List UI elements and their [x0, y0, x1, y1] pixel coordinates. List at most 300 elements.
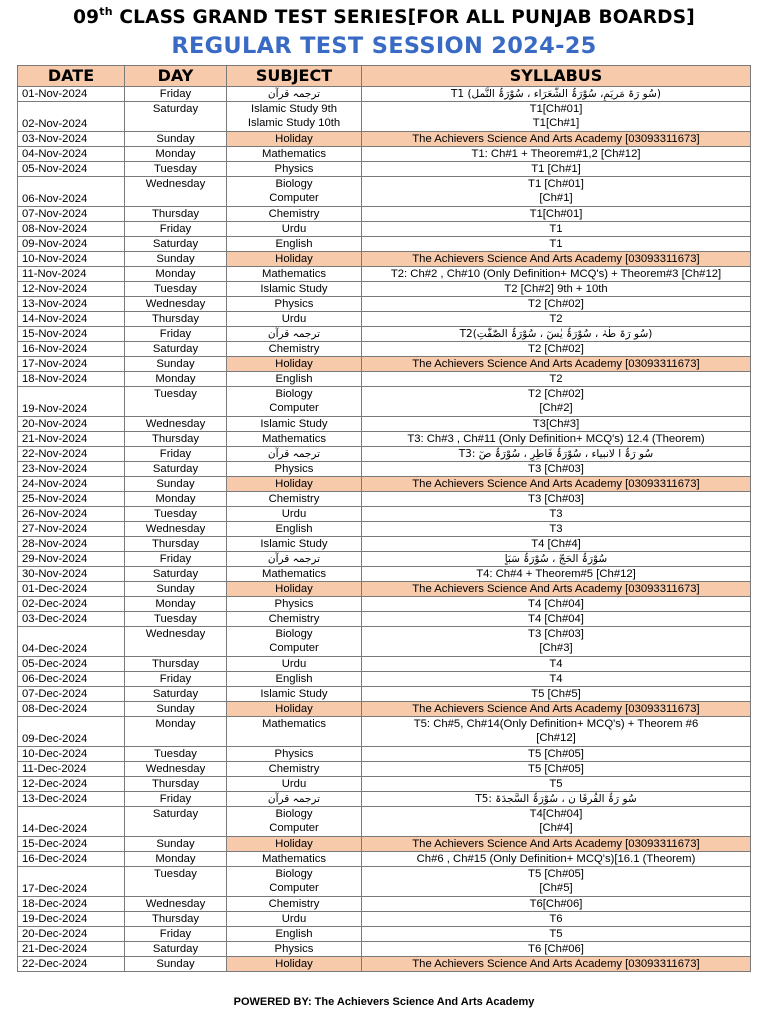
day-cell: Friday [125, 927, 227, 942]
subject-cell [227, 282, 362, 297]
syllabus-line: T5 [Ch#05] [528, 748, 584, 760]
subject-line: English [275, 928, 313, 940]
table-row-holiday [18, 837, 751, 852]
date-cell: 16-Dec-2024 [18, 852, 125, 867]
syllabus-cell [362, 147, 751, 162]
syllabus-line: The Achievers Science And Arts Academy [03093311673] [412, 958, 700, 970]
date-cell: 01-Nov-2024 [18, 87, 125, 102]
syllabus-line: T3 [549, 523, 563, 535]
subject-line: Holiday [275, 838, 313, 850]
subject-line: English [275, 673, 313, 685]
subject-line: ترجمہ قرآن [267, 553, 321, 565]
date-cell: 03-Nov-2024 [18, 132, 125, 147]
table-row [18, 942, 751, 957]
subject-cell [227, 297, 362, 312]
subject-line: ترجمہ قرآن [267, 793, 321, 805]
syllabus-cell [362, 612, 751, 627]
table-row [18, 312, 751, 327]
syllabus-cell [362, 567, 751, 582]
date-cell: 19-Dec-2024 [18, 912, 125, 927]
syllabus-cell [362, 747, 751, 762]
subject-cell [227, 687, 362, 702]
subject-line: Mathematics [261, 433, 327, 445]
date-cell: 10-Nov-2024 [18, 252, 125, 267]
day-cell: Thursday [125, 207, 227, 222]
day-cell: Thursday [125, 537, 227, 552]
subject-line: Physics [274, 598, 314, 610]
date-cell: 07-Dec-2024 [18, 687, 125, 702]
table-row [18, 207, 751, 222]
syllabus-line: T4: Ch#4 + Theorem#5 [Ch#12] [476, 568, 636, 580]
table-row [18, 147, 751, 162]
syllabus-cell [362, 867, 751, 897]
syllabus-line: T1: Ch#1 + Theorem#1,2 [Ch#12] [471, 148, 641, 160]
day-cell: Sunday [125, 957, 227, 972]
subject-cell [227, 537, 362, 552]
subject-cell [227, 867, 362, 897]
subject-line: Holiday [275, 358, 313, 370]
syllabus-cell [362, 552, 751, 567]
day-cell: Friday [125, 552, 227, 567]
subject-line: Computer [269, 642, 319, 654]
syllabus-cell [362, 777, 751, 792]
table-row [18, 237, 751, 252]
subject-line: Biology [275, 178, 313, 190]
syllabus-cell [362, 657, 751, 672]
syllabus-line: T2: Ch#2 , Ch#10 (Only Definition+ MCQ's) + Theorem#3 [Ch#12] [390, 268, 722, 280]
syllabus-cell [362, 792, 751, 807]
syllabus-cell [362, 372, 751, 387]
subject-line: Urdu [281, 313, 307, 325]
subject-cell [227, 342, 362, 357]
subject-cell [227, 927, 362, 942]
subject-line: ترجمہ قرآن [267, 448, 321, 460]
day-cell: Saturday [125, 237, 227, 252]
date-cell: 03-Dec-2024 [18, 612, 125, 627]
date-cell: 11-Dec-2024 [18, 762, 125, 777]
subject-line: Urdu [281, 658, 307, 670]
date-cell: 17-Dec-2024 [18, 867, 125, 897]
date-cell: 22-Nov-2024 [18, 447, 125, 462]
syllabus-line: T4 [Ch#4] [531, 538, 581, 550]
date-cell: 12-Dec-2024 [18, 777, 125, 792]
syllabus-cell [362, 447, 751, 462]
syllabus-line: The Achievers Science And Arts Academy [03093311673] [412, 583, 700, 595]
table-row [18, 792, 751, 807]
schedule-table [17, 65, 751, 972]
date-cell: 11-Nov-2024 [18, 267, 125, 282]
day-cell: Monday [125, 717, 227, 747]
day-cell: Monday [125, 147, 227, 162]
subject-cell [227, 102, 362, 132]
syllabus-line: T6[Ch#06] [529, 898, 583, 910]
date-cell: 02-Nov-2024 [18, 102, 125, 132]
table-row [18, 177, 751, 207]
subject-line: Mathematics [261, 568, 327, 580]
subject-cell [227, 522, 362, 537]
day-cell: Thursday [125, 312, 227, 327]
column-header-date: DATE [18, 66, 125, 87]
subject-line: Chemistry [268, 493, 320, 505]
day-cell: Friday [125, 327, 227, 342]
subject-line: English [275, 373, 313, 385]
subject-line: Holiday [275, 583, 313, 595]
day-cell: Sunday [125, 132, 227, 147]
subject-cell [227, 627, 362, 657]
date-cell: 29-Nov-2024 [18, 552, 125, 567]
table-row-holiday [18, 702, 751, 717]
date-cell: 04-Nov-2024 [18, 147, 125, 162]
syllabus-line: The Achievers Science And Arts Academy [03093311673] [412, 358, 700, 370]
subject-cell [227, 87, 362, 102]
syllabus-line: [Ch#12] [536, 732, 576, 744]
subject-cell [227, 237, 362, 252]
table-row [18, 492, 751, 507]
subject-cell [227, 897, 362, 912]
day-cell: Saturday [125, 567, 227, 582]
subject-line: Chemistry [268, 208, 320, 220]
subject-cell [227, 612, 362, 627]
date-cell: 05-Nov-2024 [18, 162, 125, 177]
subject-line: Urdu [281, 913, 307, 925]
syllabus-line: T5 [Ch#05] [528, 763, 584, 775]
day-cell: Sunday [125, 357, 227, 372]
table-row [18, 687, 751, 702]
holiday-academy-cell [362, 252, 751, 267]
day-cell: Monday [125, 597, 227, 612]
subject-line: Physics [274, 298, 314, 310]
table-row [18, 612, 751, 627]
subject-line: English [275, 238, 313, 250]
day-cell: Wednesday [125, 897, 227, 912]
syllabus-cell [362, 717, 751, 747]
date-cell: 16-Nov-2024 [18, 342, 125, 357]
table-row [18, 372, 751, 387]
holiday-cell [227, 837, 362, 852]
syllabus-cell [362, 627, 751, 657]
subject-line: Islamic Study [260, 688, 328, 700]
table-row [18, 777, 751, 792]
subject-line: Chemistry [268, 343, 320, 355]
syllabus-cell [362, 912, 751, 927]
holiday-cell [227, 132, 362, 147]
syllabus-line: T1 [549, 223, 563, 235]
table-row [18, 747, 751, 762]
date-cell: 20-Nov-2024 [18, 417, 125, 432]
subject-cell [227, 267, 362, 282]
day-cell: Wednesday [125, 522, 227, 537]
subject-line: Islamic Study 10th [247, 117, 341, 129]
subject-cell [227, 912, 362, 927]
syllabus-line: T3 [549, 508, 563, 520]
syllabus-line: T3: سُو رَۃُ ا لانبیاء ، سُوْرَۃُ فَاطِرٍ ، سُوْرَۃُ صٓ [458, 448, 654, 460]
syllabus-line: T3: Ch#3 , Ch#11 (Only Definition+ MCQ's) 12.4 (Theorem) [407, 433, 705, 445]
table-row [18, 507, 751, 522]
date-cell: 06-Nov-2024 [18, 177, 125, 207]
title-text: CLASS GRAND TEST SERIES[FOR ALL PUNJAB BOARDS] [112, 7, 695, 29]
subject-line: Physics [274, 748, 314, 760]
holiday-academy-cell [362, 702, 751, 717]
syllabus-cell [362, 312, 751, 327]
subject-cell [227, 447, 362, 462]
syllabus-line: T2(سُو رَۃ طٰہٰ ، سُوْرَۃُ یٰسٓ ، سُوْرَۃُ الصّٰفّٰتِ) [459, 328, 653, 340]
day-cell: Saturday [125, 102, 227, 132]
day-cell: Wednesday [125, 177, 227, 207]
day-cell: Monday [125, 492, 227, 507]
day-cell: Sunday [125, 252, 227, 267]
syllabus-line: Ch#6 , Ch#15 (Only Definition+ MCQ's)[16.1 (Theorem) [416, 853, 696, 865]
date-cell: 28-Nov-2024 [18, 537, 125, 552]
syllabus-cell [362, 297, 751, 312]
date-cell: 14-Dec-2024 [18, 807, 125, 837]
subject-line: Mathematics [261, 268, 327, 280]
holiday-cell [227, 702, 362, 717]
syllabus-line: T4[Ch#04] [529, 808, 583, 820]
subject-cell [227, 462, 362, 477]
day-cell: Friday [125, 87, 227, 102]
subject-line: Holiday [275, 703, 313, 715]
syllabus-line: T5 [Ch#05] [528, 868, 584, 880]
table-row [18, 567, 751, 582]
table-row [18, 162, 751, 177]
syllabus-line: T6 [549, 913, 563, 925]
date-cell: 15-Nov-2024 [18, 327, 125, 342]
date-cell: 21-Dec-2024 [18, 942, 125, 957]
date-cell: 20-Dec-2024 [18, 927, 125, 942]
date-cell: 08-Dec-2024 [18, 702, 125, 717]
table-row-holiday [18, 252, 751, 267]
date-cell: 06-Dec-2024 [18, 672, 125, 687]
holiday-academy-cell [362, 357, 751, 372]
syllabus-line: T1 (سُو رَۃ مَریَمِ، سُوْرَۃُ الشُّعَرَاء ، سُوْرَۃُ النَّمل) [451, 88, 661, 100]
page-title [0, 6, 768, 28]
date-cell: 22-Dec-2024 [18, 957, 125, 972]
table-row [18, 327, 751, 342]
subject-cell [227, 762, 362, 777]
syllabus-line: T2 [Ch#2] 9th + 10th [504, 283, 608, 295]
day-cell: Sunday [125, 477, 227, 492]
syllabus-cell [362, 762, 751, 777]
syllabus-cell [362, 222, 751, 237]
syllabus-cell [362, 522, 751, 537]
table-row [18, 267, 751, 282]
syllabus-line: T3 [Ch#03] [528, 463, 584, 475]
subject-line: ترجمہ قرآن [267, 88, 321, 100]
subject-cell [227, 312, 362, 327]
day-cell: Saturday [125, 942, 227, 957]
date-cell: 21-Nov-2024 [18, 432, 125, 447]
table-row [18, 417, 751, 432]
table-row [18, 432, 751, 447]
syllabus-line: T2 [549, 313, 563, 325]
date-cell: 13-Nov-2024 [18, 297, 125, 312]
syllabus-line: The Achievers Science And Arts Academy [03093311673] [412, 133, 700, 145]
syllabus-line: [Ch#5] [539, 882, 573, 894]
subject-line: Biology [275, 388, 313, 400]
date-cell: 15-Dec-2024 [18, 837, 125, 852]
syllabus-cell [362, 237, 751, 252]
syllabus-cell [362, 432, 751, 447]
subject-line: Computer [269, 882, 319, 894]
subject-cell [227, 597, 362, 612]
subject-line: Mathematics [261, 148, 327, 160]
table-row [18, 762, 751, 777]
day-cell: Wednesday [125, 297, 227, 312]
syllabus-line: T2 [Ch#02] [528, 343, 584, 355]
day-cell: Friday [125, 792, 227, 807]
table-row [18, 537, 751, 552]
syllabus-line: T5: Ch#5, Ch#14(Only Definition+ MCQ's) + Theorem #6 [413, 718, 699, 730]
subject-line: Biology [275, 868, 313, 880]
syllabus-line: [Ch#3] [539, 642, 573, 654]
date-cell: 17-Nov-2024 [18, 357, 125, 372]
subject-cell [227, 777, 362, 792]
table-row [18, 657, 751, 672]
date-cell: 30-Nov-2024 [18, 567, 125, 582]
subject-line: Urdu [281, 223, 307, 235]
subject-line: Computer [269, 402, 319, 414]
day-cell: Saturday [125, 807, 227, 837]
date-cell: 05-Dec-2024 [18, 657, 125, 672]
holiday-academy-cell [362, 132, 751, 147]
subject-cell [227, 327, 362, 342]
syllabus-line: T2 [549, 373, 563, 385]
subject-cell [227, 717, 362, 747]
subject-cell [227, 942, 362, 957]
subject-cell [227, 417, 362, 432]
syllabus-cell [362, 342, 751, 357]
subject-line: Computer [269, 192, 319, 204]
table-row [18, 462, 751, 477]
syllabus-line: The Achievers Science And Arts Academy [03093311673] [412, 253, 700, 265]
day-cell: Saturday [125, 462, 227, 477]
syllabus-line: T1 [Ch#01] [528, 178, 584, 190]
table-row [18, 297, 751, 312]
syllabus-cell [362, 492, 751, 507]
subject-line: Physics [274, 163, 314, 175]
subject-cell [227, 222, 362, 237]
holiday-cell [227, 957, 362, 972]
day-cell: Tuesday [125, 867, 227, 897]
syllabus-line: T2 [Ch#02] [528, 388, 584, 400]
day-cell: Monday [125, 267, 227, 282]
table-row [18, 87, 751, 102]
subject-cell [227, 552, 362, 567]
subject-cell [227, 507, 362, 522]
subject-line: Holiday [275, 133, 313, 145]
syllabus-cell [362, 387, 751, 417]
syllabus-cell [362, 162, 751, 177]
syllabus-line: The Achievers Science And Arts Academy [03093311673] [412, 703, 700, 715]
day-cell: Friday [125, 222, 227, 237]
table-row-holiday [18, 957, 751, 972]
table-row [18, 897, 751, 912]
syllabus-cell [362, 507, 751, 522]
subject-line: Chemistry [268, 613, 320, 625]
subject-line: Physics [274, 943, 314, 955]
table-row [18, 522, 751, 537]
day-cell: Thursday [125, 912, 227, 927]
day-cell: Wednesday [125, 627, 227, 657]
table-row [18, 852, 751, 867]
syllabus-cell [362, 267, 751, 282]
date-cell: 25-Nov-2024 [18, 492, 125, 507]
date-cell: 18-Dec-2024 [18, 897, 125, 912]
subject-cell [227, 147, 362, 162]
day-cell: Sunday [125, 702, 227, 717]
day-cell: Tuesday [125, 747, 227, 762]
syllabus-cell [362, 852, 751, 867]
syllabus-line: T4 [Ch#04] [528, 613, 584, 625]
syllabus-line: [Ch#2] [539, 402, 573, 414]
syllabus-cell [362, 672, 751, 687]
syllabus-line: T1[Ch#1] [532, 117, 580, 129]
holiday-academy-cell [362, 582, 751, 597]
subject-cell [227, 567, 362, 582]
syllabus-line: T1[Ch#01] [529, 208, 583, 220]
holiday-academy-cell [362, 837, 751, 852]
date-cell: 07-Nov-2024 [18, 207, 125, 222]
subject-line: Holiday [275, 478, 313, 490]
subject-cell [227, 432, 362, 447]
day-cell: Tuesday [125, 507, 227, 522]
table-row [18, 552, 751, 567]
day-cell: Thursday [125, 777, 227, 792]
table-row [18, 867, 751, 897]
holiday-academy-cell [362, 957, 751, 972]
day-cell: Tuesday [125, 612, 227, 627]
table-row-holiday [18, 132, 751, 147]
syllabus-line: T5: سُو رَۃُ الفُرقَا ن ، سُوْرَۃُ السَّجدَۃ [475, 793, 637, 805]
date-cell: 01-Dec-2024 [18, 582, 125, 597]
subject-cell [227, 387, 362, 417]
syllabus-line: The Achievers Science And Arts Academy [03093311673] [412, 838, 700, 850]
syllabus-cell [362, 177, 751, 207]
syllabus-line: The Achievers Science And Arts Academy [03093311673] [412, 478, 700, 490]
title-number: 09 [73, 7, 100, 29]
subject-cell [227, 372, 362, 387]
date-cell: 04-Dec-2024 [18, 627, 125, 657]
day-cell: Wednesday [125, 417, 227, 432]
syllabus-line: T5 [549, 778, 563, 790]
syllabus-cell [362, 597, 751, 612]
table-row [18, 717, 751, 747]
syllabus-cell [362, 282, 751, 297]
syllabus-cell [362, 687, 751, 702]
subject-line: Urdu [281, 778, 307, 790]
syllabus-line: T4 [Ch#04] [528, 598, 584, 610]
table-row [18, 912, 751, 927]
table-row-holiday [18, 357, 751, 372]
syllabus-cell [362, 537, 751, 552]
date-cell: 08-Nov-2024 [18, 222, 125, 237]
subject-cell [227, 747, 362, 762]
syllabus-cell [362, 942, 751, 957]
date-cell: 14-Nov-2024 [18, 312, 125, 327]
date-cell: 02-Dec-2024 [18, 597, 125, 612]
date-cell: 09-Dec-2024 [18, 717, 125, 747]
subject-line: Holiday [275, 253, 313, 265]
table-row-holiday [18, 477, 751, 492]
day-cell: Thursday [125, 657, 227, 672]
table-row [18, 807, 751, 837]
date-cell: 13-Dec-2024 [18, 792, 125, 807]
syllabus-cell [362, 927, 751, 942]
date-cell: 24-Nov-2024 [18, 477, 125, 492]
table-row [18, 597, 751, 612]
column-header-day: DAY [125, 66, 227, 87]
subject-line: Islamic Study 9th [250, 103, 338, 115]
